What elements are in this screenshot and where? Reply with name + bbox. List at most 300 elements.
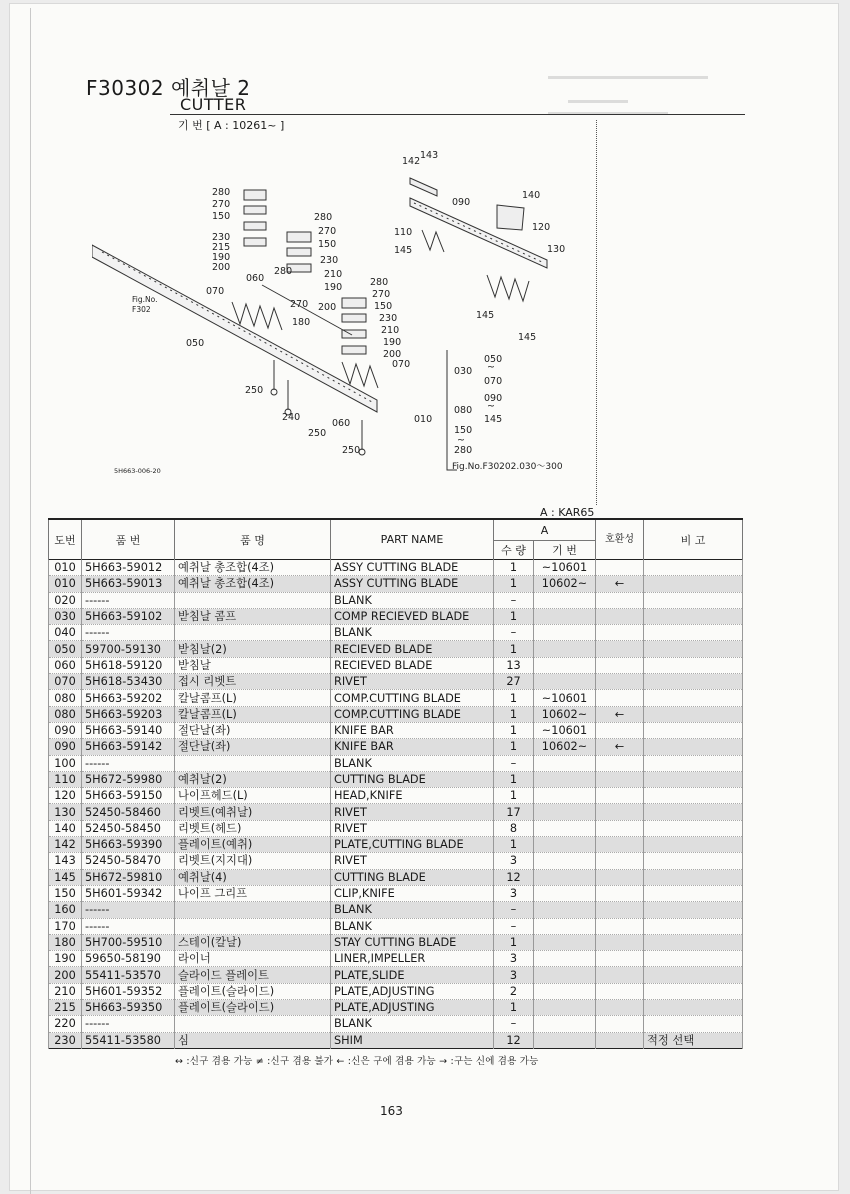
row-part-name: RIVET	[331, 804, 494, 820]
row-remark	[644, 869, 743, 885]
row-quantity: 27	[494, 674, 534, 690]
row-name-korean: 플레이트(슬라이드)	[175, 1000, 331, 1016]
svg-text:150: 150	[212, 211, 231, 222]
row-part-number: 5H663-59013	[82, 576, 175, 592]
row-part-number: ------	[82, 1016, 175, 1032]
svg-text:280: 280	[212, 187, 231, 198]
row-ref-no: 120	[49, 788, 82, 804]
row-part-name: BLANK	[331, 1016, 494, 1032]
svg-text:215: 215	[212, 242, 231, 253]
row-ref-no: 050	[49, 641, 82, 657]
table-row	[49, 983, 743, 999]
row-serial: 10602~	[534, 576, 596, 592]
title-rule	[170, 114, 745, 115]
row-ref-no: 170	[49, 918, 82, 934]
row-quantity: 1	[494, 706, 534, 722]
header-name-en: PART NAME	[331, 519, 494, 560]
svg-text:030: 030	[454, 366, 473, 377]
svg-text:110: 110	[394, 227, 413, 238]
svg-text:145: 145	[394, 245, 413, 256]
page-number: 163	[380, 1104, 403, 1118]
table-row	[49, 706, 743, 722]
svg-text:080: 080	[454, 405, 473, 416]
svg-text:270: 270	[290, 299, 309, 310]
row-serial	[534, 771, 596, 787]
row-name-korean: 절단날(좌)	[175, 739, 331, 755]
row-ref-no: 230	[49, 1032, 82, 1048]
row-ref-no: 020	[49, 592, 82, 608]
row-interchange	[596, 804, 644, 820]
row-ref-no: 030	[49, 608, 82, 624]
row-serial	[534, 853, 596, 869]
row-remark	[644, 1000, 743, 1016]
row-remark	[644, 902, 743, 918]
row-interchange	[596, 592, 644, 608]
row-quantity: 13	[494, 657, 534, 673]
row-quantity: 2	[494, 983, 534, 999]
header-serial: 기 번	[534, 541, 596, 560]
row-name-korean: 받침날	[175, 657, 331, 673]
row-ref-no: 130	[49, 804, 82, 820]
row-quantity: 8	[494, 820, 534, 836]
row-name-korean	[175, 918, 331, 934]
row-interchange	[596, 788, 644, 804]
row-part-number: 5H663-59102	[82, 608, 175, 624]
row-interchange	[596, 853, 644, 869]
svg-text:190: 190	[324, 282, 343, 293]
row-serial	[534, 1000, 596, 1016]
row-part-number: 5H663-59142	[82, 739, 175, 755]
row-part-name: CUTTING BLADE	[331, 771, 494, 787]
svg-text:~: ~	[457, 435, 465, 446]
row-ref-no: 145	[49, 869, 82, 885]
row-quantity: 1	[494, 771, 534, 787]
row-name-korean	[175, 1016, 331, 1032]
row-ref-no: 080	[49, 690, 82, 706]
row-remark	[644, 625, 743, 641]
row-remark	[644, 690, 743, 706]
row-interchange	[596, 967, 644, 983]
row-serial	[534, 641, 596, 657]
svg-text:190: 190	[383, 337, 402, 348]
row-quantity: 3	[494, 951, 534, 967]
table-row	[49, 1000, 743, 1016]
exploded-parts-diagram	[92, 150, 592, 494]
row-ref-no: 220	[49, 1016, 82, 1032]
row-quantity: 12	[494, 1032, 534, 1048]
svg-text:060: 060	[332, 418, 351, 429]
row-quantity: 1	[494, 560, 534, 576]
row-serial: 10602~	[534, 739, 596, 755]
row-part-number: 52450-58450	[82, 820, 175, 836]
row-quantity: 1	[494, 641, 534, 657]
row-part-number: 5H663-59203	[82, 706, 175, 722]
row-remark	[644, 592, 743, 608]
row-serial	[534, 967, 596, 983]
row-remark	[644, 722, 743, 738]
row-quantity: 12	[494, 869, 534, 885]
row-quantity: 1	[494, 934, 534, 950]
row-name-korean: 나이프헤드(L)	[175, 788, 331, 804]
svg-text:240: 240	[282, 412, 301, 423]
row-quantity: –	[494, 918, 534, 934]
row-part-name: KNIFE BAR	[331, 739, 494, 755]
header-no: 도번	[49, 519, 82, 560]
row-serial	[534, 657, 596, 673]
row-interchange	[596, 560, 644, 576]
svg-text:~: ~	[487, 401, 495, 412]
row-quantity: 1	[494, 788, 534, 804]
row-quantity: 3	[494, 853, 534, 869]
row-interchange	[596, 885, 644, 901]
row-part-name: BLANK	[331, 902, 494, 918]
parts-table-body	[49, 560, 743, 1049]
table-row	[49, 690, 743, 706]
svg-text:280: 280	[274, 266, 293, 277]
table-row	[49, 804, 743, 820]
row-serial	[534, 837, 596, 853]
row-ref-no: 060	[49, 657, 82, 673]
table-row	[49, 967, 743, 983]
row-quantity: 17	[494, 804, 534, 820]
table-row	[49, 608, 743, 624]
row-part-number: 55411-53580	[82, 1032, 175, 1048]
svg-text:145: 145	[518, 332, 537, 343]
row-part-number: 59700-59130	[82, 641, 175, 657]
serial-range: 기 번 [ A : 10261~ ]	[178, 119, 285, 132]
row-name-korean: 플레이트(슬라이드)	[175, 983, 331, 999]
row-interchange	[596, 837, 644, 853]
row-interchange	[596, 951, 644, 967]
row-name-korean: 예취날(2)	[175, 771, 331, 787]
interchangeability-legend: ↔ :신구 겸용 가능 ≠ :신구 겸용 불가 ← :신은 구에 겸용 가능 → :구는 신에 겸용 가능	[175, 1056, 539, 1067]
row-ref-no: 040	[49, 625, 82, 641]
svg-text:~: ~	[487, 362, 495, 373]
table-row	[49, 902, 743, 918]
svg-text:230: 230	[379, 313, 398, 324]
table-row	[49, 951, 743, 967]
row-remark	[644, 820, 743, 836]
row-name-korean	[175, 625, 331, 641]
row-name-korean: 나이프 그리프	[175, 885, 331, 901]
row-remark	[644, 918, 743, 934]
row-part-name: BLANK	[331, 918, 494, 934]
row-part-number: ------	[82, 625, 175, 641]
row-serial	[534, 755, 596, 771]
svg-text:150: 150	[454, 425, 473, 436]
row-remark	[644, 934, 743, 950]
row-remark	[644, 951, 743, 967]
row-serial	[534, 1032, 596, 1048]
row-remark	[644, 788, 743, 804]
svg-text:F302: F302	[132, 305, 151, 314]
figure-ref: Fig.No.	[132, 295, 158, 304]
row-serial	[534, 918, 596, 934]
dotted-separator	[596, 120, 597, 505]
row-ref-no: 150	[49, 885, 82, 901]
table-row	[49, 755, 743, 771]
row-name-korean: 받침날(2)	[175, 641, 331, 657]
table-row	[49, 739, 743, 755]
row-interchange	[596, 608, 644, 624]
row-interchange: ←	[596, 739, 644, 755]
row-part-number: 5H663-59140	[82, 722, 175, 738]
row-name-korean: 리벳트(헤드)	[175, 820, 331, 836]
row-remark	[644, 674, 743, 690]
row-part-number: 5H601-59342	[82, 885, 175, 901]
row-part-number: 52450-58460	[82, 804, 175, 820]
svg-text:145: 145	[484, 414, 503, 425]
row-part-number: 5H663-59202	[82, 690, 175, 706]
row-quantity: 1	[494, 608, 534, 624]
row-name-korean: 심	[175, 1032, 331, 1048]
table-row	[49, 657, 743, 673]
row-ref-no: 190	[49, 951, 82, 967]
row-name-korean: 스테이(칼날)	[175, 934, 331, 950]
row-remark	[644, 837, 743, 853]
row-ref-no: 180	[49, 934, 82, 950]
row-part-number: 52450-58470	[82, 853, 175, 869]
row-remark	[644, 576, 743, 592]
row-serial	[534, 674, 596, 690]
row-ref-no: 200	[49, 967, 82, 983]
svg-text:050: 050	[484, 354, 503, 365]
row-part-number: ------	[82, 902, 175, 918]
table-row	[49, 674, 743, 690]
row-remark	[644, 608, 743, 624]
group-reference: Fig.No.F30202.030～300	[452, 462, 563, 472]
svg-text:010: 010	[414, 414, 433, 425]
row-part-name: HEAD,KNIFE	[331, 788, 494, 804]
svg-text:145: 145	[476, 310, 495, 321]
row-ref-no: 090	[49, 722, 82, 738]
row-ref-no: 010	[49, 560, 82, 576]
row-part-name: PLATE,CUTTING BLADE	[331, 837, 494, 853]
row-serial: ~10601	[534, 722, 596, 738]
svg-text:120: 120	[532, 222, 551, 233]
row-part-name: PLATE,ADJUSTING	[331, 1000, 494, 1016]
row-part-number: 5H663-59150	[82, 788, 175, 804]
svg-text:230: 230	[212, 232, 231, 243]
row-ref-no: 110	[49, 771, 82, 787]
row-quantity: 1	[494, 739, 534, 755]
row-part-number: 5H618-53430	[82, 674, 175, 690]
row-remark	[644, 706, 743, 722]
row-serial	[534, 592, 596, 608]
row-ref-no: 215	[49, 1000, 82, 1016]
row-remark	[644, 804, 743, 820]
header-group-a: A	[494, 519, 596, 541]
row-name-korean: 리벳트(지지대)	[175, 853, 331, 869]
drawing-number: 5H663-006-20	[114, 467, 161, 475]
row-ref-no: 142	[49, 837, 82, 853]
row-part-name: COMP RECIEVED BLADE	[331, 608, 494, 624]
row-interchange	[596, 641, 644, 657]
model-note: A : KAR65	[540, 506, 595, 519]
row-ref-no: 090	[49, 739, 82, 755]
row-interchange	[596, 902, 644, 918]
svg-text:180: 180	[292, 317, 311, 328]
row-quantity: –	[494, 902, 534, 918]
table-row	[49, 837, 743, 853]
table-row	[49, 820, 743, 836]
row-part-name: BLANK	[331, 592, 494, 608]
row-serial	[534, 608, 596, 624]
table-row	[49, 853, 743, 869]
header-part-no: 품 번	[82, 519, 175, 560]
svg-text:200: 200	[383, 349, 402, 360]
row-part-number: 5H663-59350	[82, 1000, 175, 1016]
row-interchange	[596, 755, 644, 771]
row-interchange	[596, 722, 644, 738]
row-serial	[534, 1016, 596, 1032]
svg-text:280: 280	[314, 212, 333, 223]
svg-text:142: 142	[402, 156, 421, 167]
page-title: F30302 예취날 2	[86, 76, 251, 100]
table-row	[49, 934, 743, 950]
page-subtitle: CUTTER	[180, 95, 247, 114]
table-row	[49, 1032, 743, 1048]
row-part-name: SHIM	[331, 1032, 494, 1048]
svg-text:050: 050	[186, 338, 205, 349]
row-part-name: CLIP,KNIFE	[331, 885, 494, 901]
row-interchange: ←	[596, 706, 644, 722]
svg-text:060: 060	[246, 273, 265, 284]
svg-text:200: 200	[318, 302, 337, 313]
table-row	[49, 592, 743, 608]
row-part-number: ------	[82, 592, 175, 608]
row-ref-no: 010	[49, 576, 82, 592]
row-remark	[644, 641, 743, 657]
row-name-korean: 라이너	[175, 951, 331, 967]
row-part-name: PLATE,ADJUSTING	[331, 983, 494, 999]
row-part-name: LINER,IMPELLER	[331, 951, 494, 967]
svg-text:143: 143	[420, 150, 439, 161]
row-remark	[644, 657, 743, 673]
row-interchange	[596, 674, 644, 690]
row-serial: ~10601	[534, 560, 596, 576]
header-name-kr: 품 명	[175, 519, 331, 560]
row-quantity: –	[494, 625, 534, 641]
row-serial	[534, 869, 596, 885]
row-quantity: 3	[494, 885, 534, 901]
table-row	[49, 560, 743, 576]
row-serial	[534, 951, 596, 967]
row-quantity: 1	[494, 576, 534, 592]
svg-text:130: 130	[547, 244, 566, 255]
row-serial: ~10601	[534, 690, 596, 706]
row-quantity: –	[494, 592, 534, 608]
svg-text:090: 090	[452, 197, 471, 208]
row-part-number: 59650-58190	[82, 951, 175, 967]
row-interchange	[596, 1000, 644, 1016]
row-part-name: RECIEVED BLADE	[331, 641, 494, 657]
row-part-number: 5H618-59120	[82, 657, 175, 673]
table-row	[49, 788, 743, 804]
row-quantity: 1	[494, 1000, 534, 1016]
svg-text:250: 250	[308, 428, 327, 439]
row-part-name: ASSY CUTTING BLADE	[331, 576, 494, 592]
table-row	[49, 869, 743, 885]
row-name-korean: 리벳트(예취날)	[175, 804, 331, 820]
svg-text:140: 140	[522, 190, 541, 201]
row-name-korean: 예취날(4)	[175, 869, 331, 885]
row-part-number: 5H601-59352	[82, 983, 175, 999]
row-part-name: RECIEVED BLADE	[331, 657, 494, 673]
row-part-number: 5H700-59510	[82, 934, 175, 950]
row-part-number: 5H663-59390	[82, 837, 175, 853]
svg-text:270: 270	[212, 199, 231, 210]
row-serial	[534, 934, 596, 950]
row-name-korean	[175, 755, 331, 771]
row-remark	[644, 771, 743, 787]
row-serial	[534, 820, 596, 836]
binding-edge	[30, 8, 31, 1194]
row-interchange: ←	[596, 576, 644, 592]
row-interchange	[596, 918, 644, 934]
row-remark	[644, 967, 743, 983]
row-part-number: 5H663-59012	[82, 560, 175, 576]
row-part-name: COMP.CUTTING BLADE	[331, 706, 494, 722]
header-interchange: 호환성	[596, 519, 644, 560]
row-ref-no: 080	[49, 706, 82, 722]
row-part-number: 55411-53570	[82, 967, 175, 983]
row-part-name: BLANK	[331, 625, 494, 641]
row-part-name: COMP.CUTTING BLADE	[331, 690, 494, 706]
row-interchange	[596, 1032, 644, 1048]
row-interchange	[596, 934, 644, 950]
row-remark	[644, 755, 743, 771]
table-row	[49, 1016, 743, 1032]
row-part-name: PLATE,SLIDE	[331, 967, 494, 983]
row-interchange	[596, 869, 644, 885]
row-interchange	[596, 983, 644, 999]
svg-text:210: 210	[324, 269, 343, 280]
row-remark	[644, 853, 743, 869]
svg-text:270: 270	[372, 289, 391, 300]
svg-text:070: 070	[392, 359, 411, 370]
row-name-korean	[175, 902, 331, 918]
svg-text:270: 270	[318, 226, 337, 237]
svg-text:210: 210	[381, 325, 400, 336]
row-serial	[534, 625, 596, 641]
row-part-name: BLANK	[331, 755, 494, 771]
table-row	[49, 576, 743, 592]
row-interchange	[596, 820, 644, 836]
row-ref-no: 100	[49, 755, 82, 771]
row-name-korean: 칼날콤프(L)	[175, 690, 331, 706]
row-interchange	[596, 771, 644, 787]
svg-text:250: 250	[342, 445, 361, 456]
row-ref-no: 210	[49, 983, 82, 999]
table-row	[49, 641, 743, 657]
row-part-name: STAY CUTTING BLADE	[331, 934, 494, 950]
row-interchange	[596, 625, 644, 641]
svg-text:280: 280	[370, 277, 389, 288]
row-name-korean: 절단날(좌)	[175, 722, 331, 738]
table-row	[49, 722, 743, 738]
table-row	[49, 625, 743, 641]
row-part-name: RIVET	[331, 853, 494, 869]
table-row	[49, 885, 743, 901]
row-name-korean: 플레이트(예취)	[175, 837, 331, 853]
svg-text:230: 230	[320, 255, 339, 266]
row-name-korean: 받침날 콤프	[175, 608, 331, 624]
table-row	[49, 918, 743, 934]
row-serial	[534, 788, 596, 804]
row-serial	[534, 902, 596, 918]
row-remark	[644, 739, 743, 755]
